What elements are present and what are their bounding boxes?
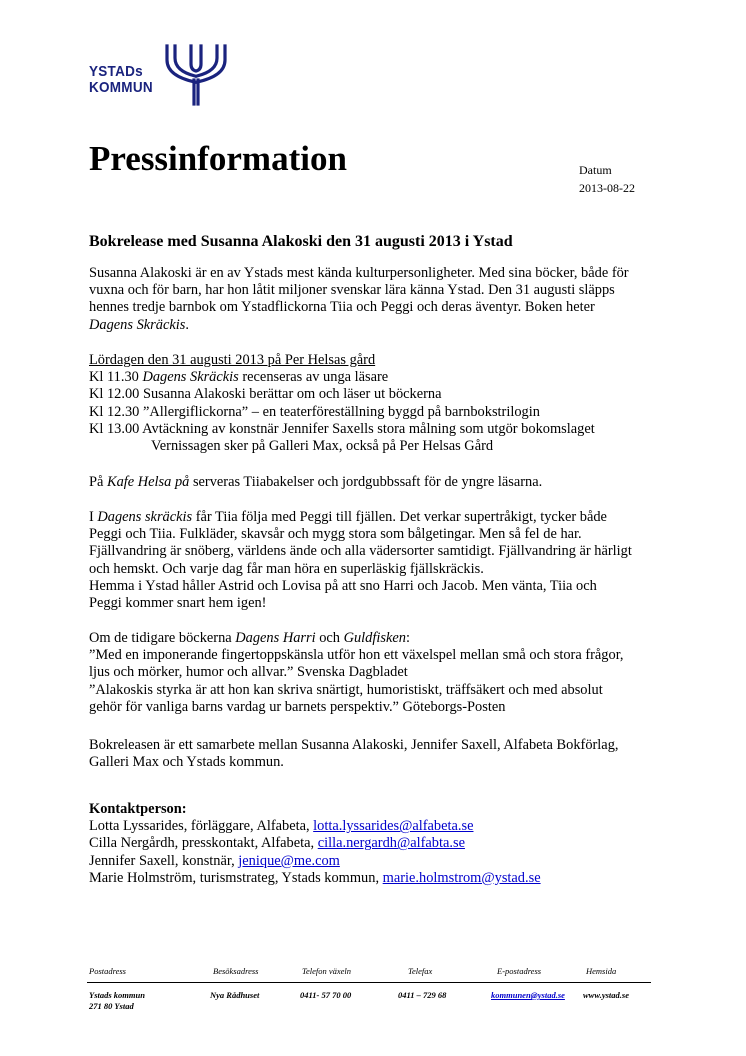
book-title: Guldfisken <box>343 630 406 646</box>
review-quote: ”Alakoskis styrka är att hon kan skriva snärtigt, humoristiskt, träffsäkert och med absolut <box>89 681 603 698</box>
intro-line <box>89 317 629 334</box>
footer-telefax <box>398 990 446 1001</box>
reviews-intro <box>89 630 624 647</box>
schedule-item: Kl 12.00 Susanna Alakoski berättar om och läser ut böckerna <box>89 386 442 403</box>
text: och <box>315 630 344 646</box>
cafe-name: Kafe Helsa på <box>107 474 190 490</box>
schedule <box>89 352 595 455</box>
story-line: Hemma i Ystad håller Astrid och Lovisa på att sno Harri och Jacob. Men vänta, Tiia och <box>89 577 597 594</box>
schedule-heading: Lördagen den 31 augusti 2013 på Per Helsas gård <box>89 352 376 368</box>
footer-label-hemsida: Hemsida <box>586 966 617 976</box>
page-title: Pressinformation <box>89 139 347 178</box>
text: får Tiia följa med Peggi till fjällen. Det verkar supertråkigt, tycker både <box>192 509 607 525</box>
collab-paragraph <box>89 737 619 771</box>
footer-label-telefon: Telefon växeln <box>302 966 352 976</box>
time: Kl 11.30 <box>89 369 143 386</box>
description: recenseras av unga läsare <box>238 369 389 386</box>
contact-row <box>89 835 541 852</box>
footer-telefon <box>300 990 351 1001</box>
footer-epost <box>491 990 565 1001</box>
footer-value: Ystads kommun <box>89 990 145 1000</box>
contacts-heading: Kontaktperson: <box>89 801 187 817</box>
contact-text: Cilla Nergårdh, presskontakt, Alfabeta, <box>89 835 318 852</box>
intro-line: vuxna och för barn, har hon låtit miljoner svenskar lära känna Ystad. Den 31 augusti släpps <box>89 282 615 299</box>
date-value: 2013-08-22 <box>579 181 635 195</box>
review-quote: ”Med en imponerande fingertoppskänsla utför hon ett växelspel mellan små och stora frågor, <box>89 647 624 664</box>
footer-value: Nya Rådhuset <box>210 990 260 1000</box>
story-line: Peggi kommer snart hem igen! <box>89 595 267 612</box>
schedule-item: Kl 12.30 ”Allergiflickorna” – en teaterföreställning byggd på barnbokstrilogin <box>89 403 540 420</box>
review-quote: gehör för vanliga barns vardag ur barnets perspektiv.” Göteborgs-Posten <box>89 698 506 715</box>
footer-label-postadress: Postadress <box>89 966 126 976</box>
schedule-item-continued: Vernissagen sker på Galleri Max, också på Per Helsas Gård <box>151 438 494 455</box>
text: På <box>89 474 107 490</box>
contact-email-link[interactable]: jenique@me.com <box>238 852 340 869</box>
footer-divider <box>87 982 651 983</box>
footer-value: 0411 – 729 68 <box>398 990 447 1000</box>
collab-line: Bokreleasen är ett samarbete mellan Susanna Alakoski, Jennifer Saxell, Alfabeta Bokförlag, <box>89 737 619 753</box>
story-paragraph <box>89 509 632 612</box>
collab-line: Galleri Max och Ystads kommun. <box>89 754 284 771</box>
intro-line: hennes tredje barnbok om Ystadflickorna Tiia och Peggi och deras äventyr. Boken heter <box>89 299 595 316</box>
reviews <box>89 630 624 716</box>
contact-email-link[interactable]: marie.holmstrom@ystad.se <box>382 869 541 886</box>
contact-text: Marie Holmström, turismstrateg, Ystads kommun, <box>89 869 383 886</box>
logo-y-symbol-icon <box>165 44 227 106</box>
text: : <box>405 630 410 646</box>
footer-value: 0411- 57 70 00 <box>300 990 352 1000</box>
story-line: Fjällvandring är snöberg, världens ände och alla vädersorter samtidigt. Fjällvandring är härligt <box>89 543 632 560</box>
period: . <box>185 316 189 333</box>
book-title: Dagens skräckis <box>97 509 193 525</box>
date-label: Datum <box>579 163 612 177</box>
footer-post1 <box>89 990 145 1001</box>
text: serveras Tiiabakelser och jordgubbssaft för de yngre läsarna. <box>189 474 543 490</box>
schedule-item <box>89 369 595 386</box>
logo <box>89 44 249 106</box>
text: I <box>89 509 98 525</box>
story-line: och hemskt. Och varje dag får man höra en superläskig fjällskräckis. <box>89 560 484 577</box>
contacts <box>89 801 541 887</box>
cafe-paragraph <box>89 474 542 491</box>
contact-email-link[interactable]: cilla.nergardh@alfabta.se <box>317 835 465 852</box>
footer-besok <box>210 990 259 1001</box>
intro-line: Susanna Alakoski är en av Ystads mest kända kulturpersonligheter. Med sina böcker, både för <box>89 265 629 281</box>
text: Om de tidigare böckerna <box>89 630 236 646</box>
logo-line2: KOMMUN <box>89 79 153 96</box>
footer-post2 <box>89 1001 134 1012</box>
footer-value: 271 80 Ystad <box>89 1001 134 1011</box>
contact-row <box>89 818 541 835</box>
contact-email-link[interactable]: lotta.lyssarides@alfabeta.se <box>313 818 474 835</box>
schedule-item: Kl 13.00 Avtäckning av konstnär Jennifer Saxells stora målning som utgör bokomslaget <box>89 420 595 437</box>
review-quote: ljus och mörker, humor och allvar.” Svenska Dagbladet <box>89 664 408 681</box>
story-line <box>89 509 632 526</box>
footer-hemsida <box>583 990 629 1001</box>
footer-label-telefax: Telefax <box>408 966 433 976</box>
logo-line1: YSTADs <box>89 63 143 80</box>
contact-text: Lotta Lyssarides, förläggare, Alfabeta, <box>89 818 314 835</box>
book-title: Dagens Skräckis <box>89 316 186 333</box>
intro-paragraph <box>89 265 629 334</box>
footer-label-besoksadress: Besöksadress <box>213 966 259 976</box>
footer-email-link[interactable]: kommunen@ystad.se <box>491 990 565 1000</box>
contact-row <box>89 870 541 887</box>
story-line: Peggi och Tiia. Fulkläder, skavsår och mygg stora som bålgetingar. Men så fel de har. <box>89 526 582 543</box>
footer-website: www.ystad.se <box>583 990 629 1000</box>
footer-label-epost: E-postadress <box>497 966 542 976</box>
headline: Bokrelease med Susanna Alakoski den 31 augusti 2013 i Ystad <box>89 233 513 250</box>
book-title: Dagens Harri <box>235 630 316 646</box>
book-title: Dagens Skräckis <box>142 369 239 386</box>
contact-text: Jennifer Saxell, konstnär, <box>89 852 239 869</box>
contact-row <box>89 853 541 870</box>
